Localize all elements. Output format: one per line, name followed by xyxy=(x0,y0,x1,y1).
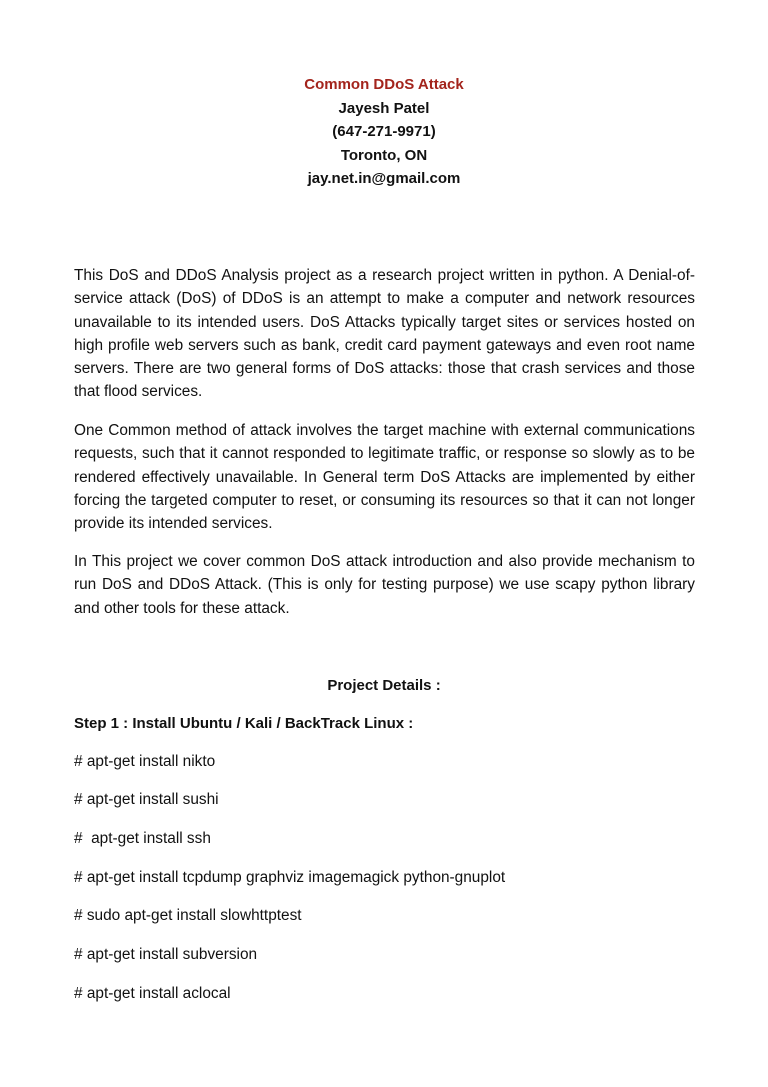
command-line: # apt-get install tcpdump graphviz imagemagick python-gnuplot xyxy=(74,869,506,886)
author-phone: (647-271-9971) xyxy=(332,123,436,140)
method-paragraph: One Common method of attack involves the target machine with external communications requests, such that it cannot responded to legitimate traffic, or response so slowly as to be rendered effectively unavailable. In General term DoS Attacks are implemented by either forcing the targeted computer to reset, or consuming its resources so that it can not longer provide its intended services. xyxy=(74,422,695,533)
command-line: # apt-get install aclocal xyxy=(74,985,231,1002)
command-line: # apt-get install ssh xyxy=(74,830,211,847)
author-location: Toronto, ON xyxy=(340,146,428,164)
author-name: Jayesh Patel xyxy=(338,99,430,117)
command-line: # sudo apt-get install slowhttptest xyxy=(74,907,302,924)
command-line: # apt-get install sushi xyxy=(74,791,219,808)
scope-paragraph: In This project we cover common DoS attack introduction and also provide mechanism to run DoS and DDoS Attack. (This is only for testing purpose) we use scapy python library and other tools for these attack. xyxy=(74,553,695,617)
command-line: # apt-get install nikto xyxy=(74,753,216,770)
intro-paragraph: This DoS and DDoS Analysis project as a research project written in python. A Denial-of-service attack (DoS) of DDoS is an attempt to make a computer and network resources unavailable to its intended users. DoS Attacks typically target sites or services hosted on high profile web servers such as bank, credit card payment gateways and even root name servers. There are two general forms of DoS attacks: those that crash services and those that flood services. xyxy=(74,267,695,401)
command-line: # apt-get install subversion xyxy=(74,946,258,963)
document-header xyxy=(0,73,768,191)
section-title: Project Details : xyxy=(327,677,441,694)
step-1-title: Step 1 : Install Ubuntu / Kali / BackTrack Linux : xyxy=(74,715,414,732)
document-title: Common DDoS Attack xyxy=(304,76,464,93)
author-email: jay.net.in@gmail.com xyxy=(307,170,461,187)
